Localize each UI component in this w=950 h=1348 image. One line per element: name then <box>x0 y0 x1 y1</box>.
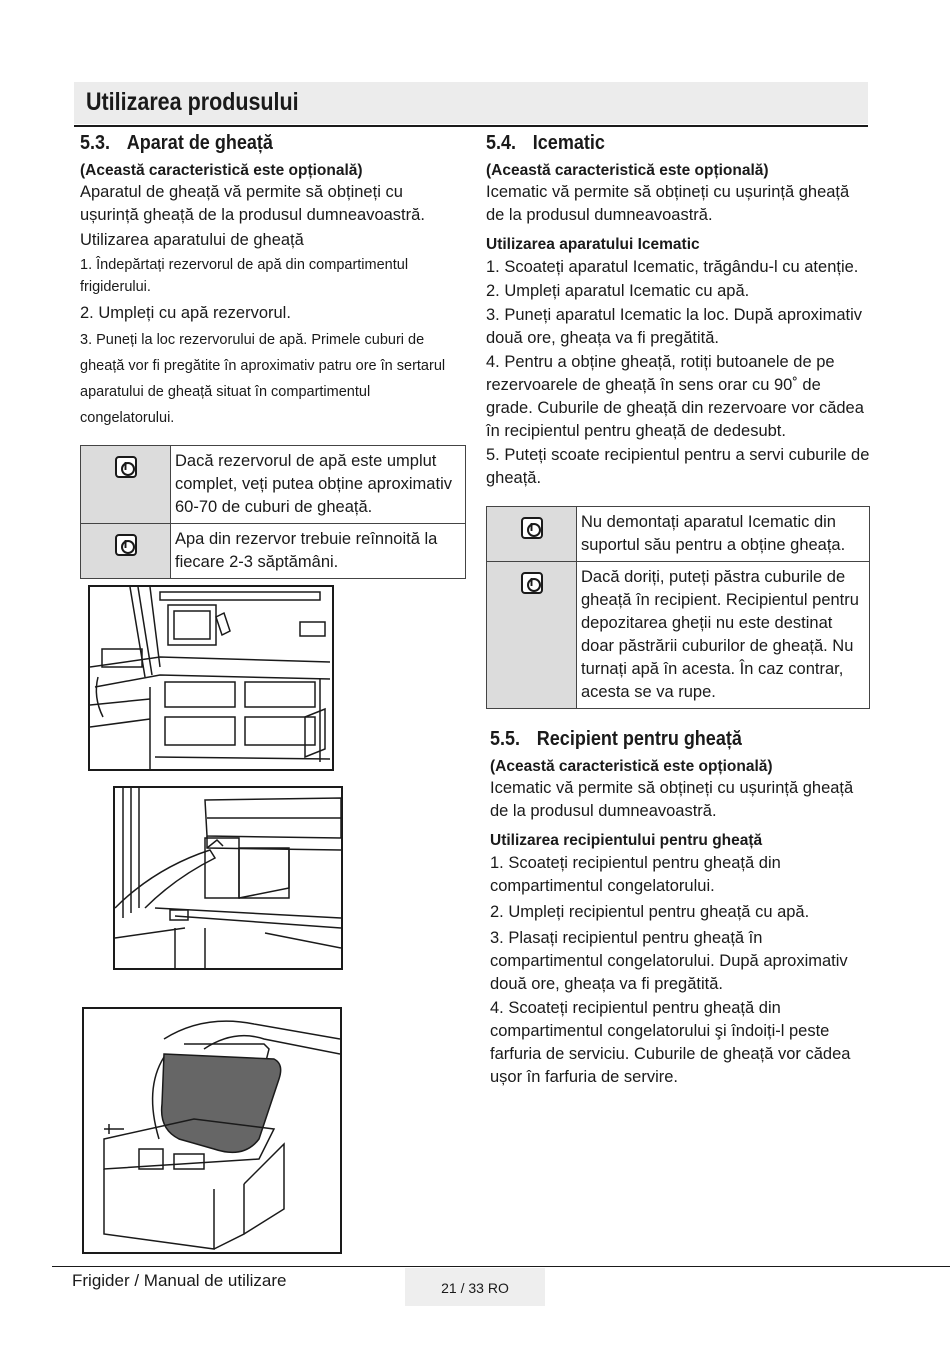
step-4: 4. Pentru a obține gheață, rotiți butoanele de pe rezervoarele de gheață în sens orar cu 90˚ de grade. Cuburile de gheață din rezervoare vor cădea în recipientul pentru gheață de dedesubt. <box>486 353 864 440</box>
page-title: Utilizarea produsului <box>86 88 299 116</box>
info-icon <box>521 572 543 594</box>
section-title: Recipient pentru gheață <box>536 728 742 750</box>
figure-ice-maker-removal <box>113 786 343 970</box>
note-row <box>80 445 466 524</box>
note-text: Dacă rezervorul de apă este umplut complet, veți putea obține aproximativ 60-70 de cuburi de gheață. <box>175 452 452 516</box>
note-row <box>80 524 466 579</box>
step-3: 3. Plasați recipientul pentru gheață în compartimentul congelatorului. După aproximativ două ore, gheața va fi pregătită. <box>490 929 848 993</box>
page-number: 21 / 33 RO <box>405 1268 545 1306</box>
intro-paragraph: Aparatul de gheață vă permite să obțineți cu ușurință gheață de la produsul dumneavoastră. <box>80 183 425 224</box>
note-text: Dacă doriți, puteți păstra cuburile de gheață în recipient. Recipientul pentru depozitarea gheții nu este destinat doar păstrării cuburilor de gheață. Nu turnați apă în acesta. În caz contrar, acesta se va rupe. <box>581 568 859 701</box>
note-icon-cell <box>487 562 577 708</box>
figure-pouring-water <box>82 1007 342 1254</box>
footer-doc-title: Frigider / Manual de utilizare <box>72 1271 287 1290</box>
usage-heading: Utilizarea recipientului pentru gheață <box>490 832 763 849</box>
section-number: 5.3. <box>80 132 111 154</box>
section-number: 5.5. <box>490 728 521 750</box>
note-icon-cell <box>81 524 171 578</box>
note-icon-cell <box>81 446 171 523</box>
section-5-4 <box>486 130 870 709</box>
step-3: 3. Puneți la loc rezervorului de apă. Primele cuburi de gheață vor fi pregătite în aproximativ patru ore în sertarul aparatului de gheață situat în compartimentul congelatorului. <box>80 332 446 426</box>
figure-fridge-interior <box>88 585 334 771</box>
info-icon <box>521 517 543 539</box>
optional-note: (Această caracteristică este opțională) <box>486 162 769 179</box>
step-3: 3. Puneți aparatul Icematic la loc. După aproximativ două ore, gheața va fi pregătită. <box>486 306 863 347</box>
header-rule <box>74 125 868 127</box>
note-icon-cell <box>487 507 577 561</box>
note-text: Nu demontați aparatul Icematic din suportul său pentru a obține gheața. <box>581 513 846 554</box>
section-heading <box>80 132 427 155</box>
section-title: Aparat de gheață <box>126 132 273 154</box>
intro-paragraph: Icematic vă permite să obțineți cu ușurință gheață de la produsul dumneavoastră. <box>490 779 854 820</box>
note-row <box>486 562 870 709</box>
info-icon <box>115 534 137 556</box>
usage-heading: Utilizarea aparatului Icematic <box>486 236 700 253</box>
note-row <box>486 506 870 562</box>
intro-paragraph: Icematic vă permite să obțineți cu ușurință gheață de la produsul dumneavoastră. <box>486 183 850 224</box>
note-text: Apa din rezervor trebuie reînnoită la fiecare 2-3 săptămâni. <box>175 530 438 571</box>
info-icon <box>115 456 137 478</box>
section-5-3 <box>80 130 466 579</box>
notes-table <box>80 445 466 579</box>
step-2: 2. Umpleți recipientul pentru gheață cu apă. <box>490 903 810 921</box>
section-heading <box>486 132 832 155</box>
section-number: 5.4. <box>486 132 517 154</box>
notes-table <box>486 506 870 709</box>
step-5: 5. Puteți scoate recipientul pentru a servi cuburile de gheață. <box>486 446 870 487</box>
step-1: 1. Îndepărtați rezervorul de apă din compartimentul frigiderului. <box>80 257 409 295</box>
step-2: 2. Umpleți aparatul Icematic cu apă. <box>486 282 750 300</box>
step-4: 4. Scoateți recipientul pentru gheață din compartimentul congelatorului şi îndoiți-l peste farfuria de serviciu. Cuburile de gheață vor cădea ușor în farfuria de servire. <box>490 999 851 1086</box>
step-2: 2. Umpleți cu apă rezervorul. <box>80 304 291 322</box>
footer-rule <box>52 1266 950 1267</box>
usage-heading: Utilizarea aparatului de gheață <box>80 231 304 249</box>
optional-note: (Această caracteristică este opțională) <box>490 758 773 775</box>
section-5-5 <box>490 726 870 1089</box>
section-heading <box>490 728 832 751</box>
step-1: 1. Scoateți aparatul Icematic, trăgându-l cu atenție. <box>486 258 859 276</box>
section-title: Icematic <box>532 132 605 154</box>
step-1: 1. Scoateți recipientul pentru gheață din compartimentul congelatorului. <box>490 854 781 895</box>
optional-note: (Această caracteristică este opțională) <box>80 162 363 179</box>
